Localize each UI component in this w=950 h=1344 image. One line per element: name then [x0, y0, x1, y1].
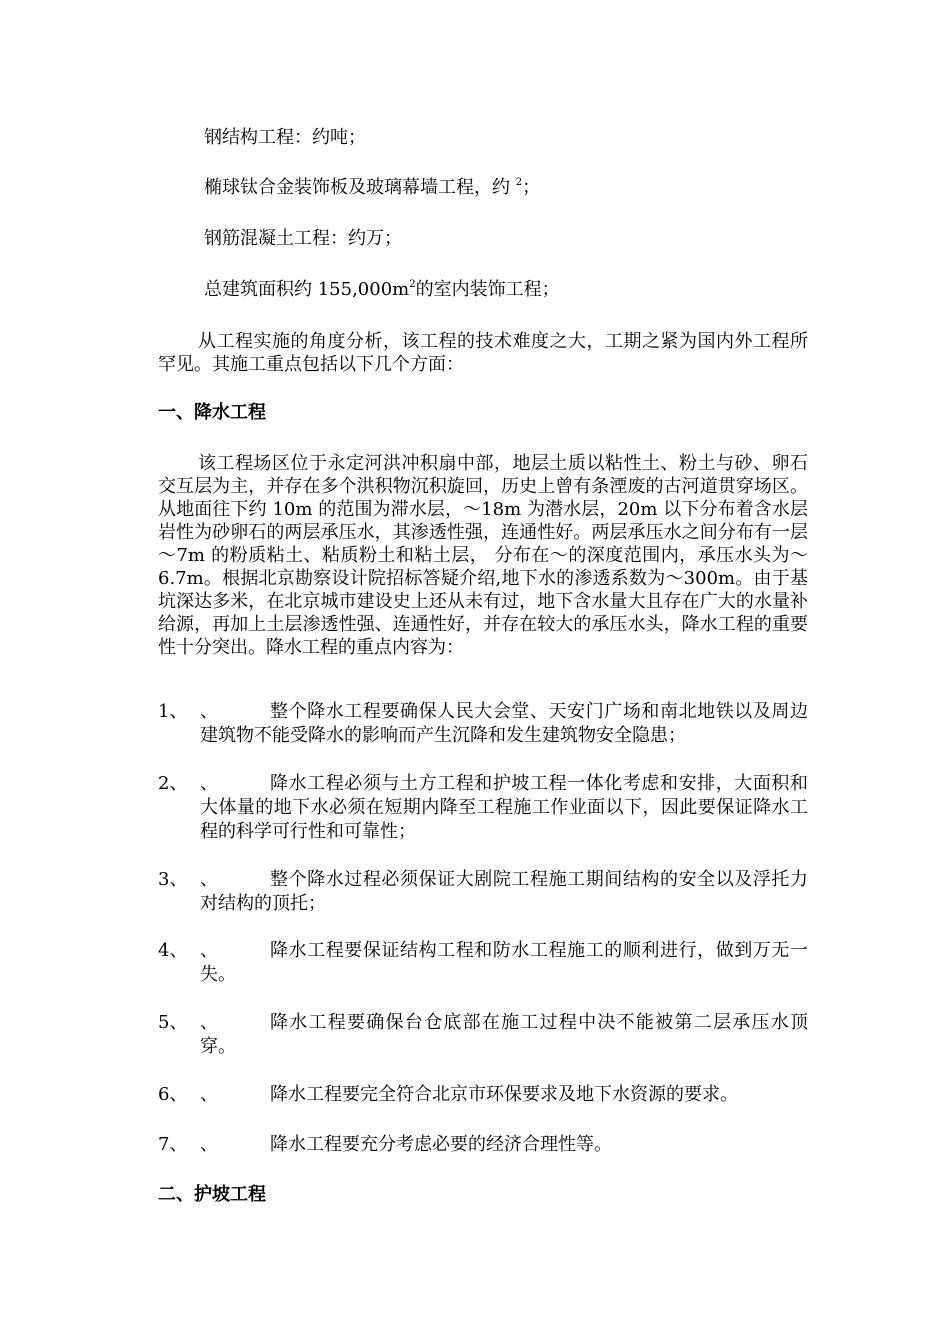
item-mark: 、: [200, 773, 218, 794]
bullet-text: 椭球钛合金装饰板及玻璃幕墙工程，约: [204, 177, 516, 198]
item-number: 7、: [158, 1134, 188, 1155]
item-text: 整个降水过程必须保证大剧院工程施工期间结构的安全以及浮托力对结构的顶托；: [200, 869, 808, 914]
item-number: 3、: [158, 869, 188, 890]
bullet-titanium-panels: [204, 177, 540, 199]
item-text: 降水工程必须与土方工程和护坡工程一体化考虑和安排，大面积和大体量的地下水必须在短期内降至工程施工作业面以下，因此要保证降水工程的科学可行性和可靠性；: [200, 773, 808, 842]
item-mark: 、: [200, 701, 218, 722]
analysis-paragraph: 从工程实施的角度分析，该工程的技术难度之大，工期之紧为国内外工程所罕见。其施工重点包括以下几个方面：: [158, 331, 808, 375]
superscript: 2: [409, 279, 416, 290]
list-item: [158, 772, 808, 844]
list-item: [158, 1083, 808, 1107]
item-mark: 、: [200, 1134, 218, 1155]
list-item: [158, 868, 808, 916]
item-text: 降水工程要完全符合北京市环保要求及地下水资源的要求。: [270, 1084, 738, 1105]
bullet-steel-structure: [204, 127, 366, 149]
item-text: 降水工程要确保台仓底部在施工过程中决不能被第二层承压水顶穿。: [200, 1012, 808, 1057]
item-number: 6、: [158, 1084, 188, 1105]
section-1-heading: 一、降水工程: [158, 402, 266, 423]
item-text: 降水工程要充分考虑必要的经济合理性等。: [270, 1134, 612, 1155]
section-1-paragraph: 该工程场区位于永定河洪冲积扇中部，地层土质以粘性土、粉土与砂、卵石交互层为主，并存在多个洪积物沉积旋回，历史上曾有条湮废的古河道贯穿场区。从地面往下约 10m 的范围为滞水层，～18m 为潜水层，20m 以下分布着含水层岩性为砂卵石的两层承压水，其渗透性强，连通性好。两层承压水之间分布有一层～7m 的粉质粘土、粘质粉土和粘土层， 分布在～的深度范围内，承压水头为～6.7m。根据北京勘察设计院招标答疑介绍,地下水的渗透系数为～300m。由于基坑深达多米，在北京城市建设史上还从未有过，地下含水量大且存在广大的水量补给源，再加上土层渗透性强、连通性好，并存在较大的承压水头，降水工程的重要性十分突出。降水工程的重点内容为：: [158, 453, 808, 658]
superscript: 2: [515, 177, 523, 188]
bullet-text: 钢结构工程：约吨；: [204, 127, 366, 148]
list-item: [158, 1011, 808, 1059]
item-number: 5、: [158, 1012, 188, 1033]
bullet-reinforced-concrete: [204, 228, 402, 250]
item-number: 4、: [158, 940, 188, 961]
bullet-text-after: ；: [522, 177, 541, 198]
section-2-heading: 二、护坡工程: [158, 1184, 266, 1205]
bullet-text: 总建筑面积约 155,000m: [204, 279, 410, 300]
item-number: 2、: [158, 773, 188, 794]
item-mark: 、: [200, 1012, 218, 1033]
list-item: [158, 1133, 808, 1157]
list-item: [158, 939, 808, 987]
item-mark: 、: [200, 940, 218, 961]
bullet-text-after: 的室内装饰工程；: [415, 279, 560, 300]
item-mark: 、: [200, 869, 218, 890]
item-mark: 、: [200, 1084, 218, 1105]
list-item: [158, 700, 808, 748]
bullet-text: 钢筋混凝土工程：约万；: [204, 228, 402, 249]
item-text: 整个降水工程要确保人民大会堂、天安门广场和南北地铁以及周边建筑物不能受降水的影响而产生沉降和发生建筑物安全隐患；: [200, 701, 808, 746]
item-text: 降水工程要保证结构工程和防水工程施工的顺利进行，做到万无一失。: [200, 940, 808, 985]
item-number: 1、: [158, 701, 188, 722]
bullet-interior-decoration: [204, 279, 560, 301]
